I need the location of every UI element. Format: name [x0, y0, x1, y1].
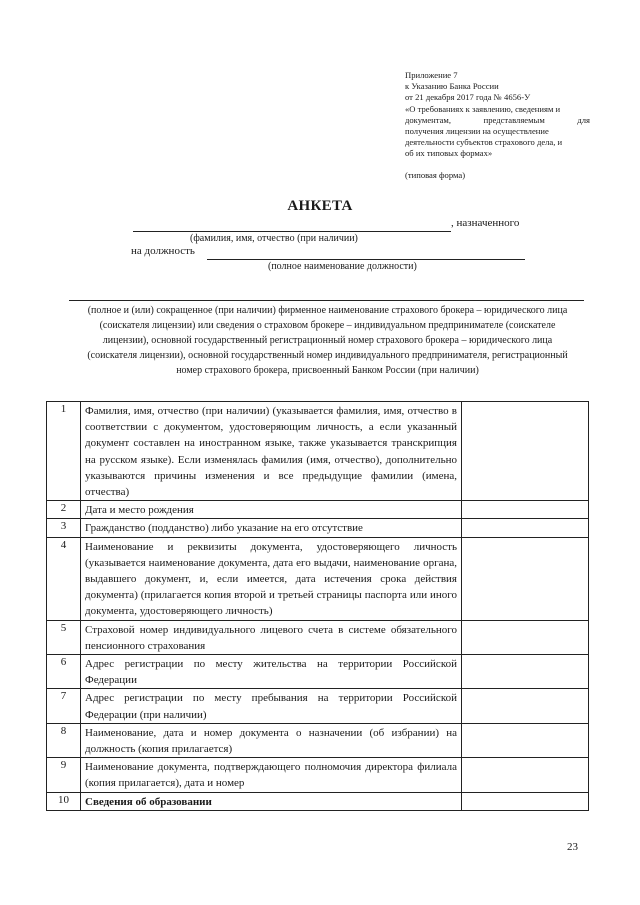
table-row	[47, 758, 589, 792]
appendix-line: Приложение 7	[405, 70, 458, 80]
row-number: 3	[47, 519, 81, 537]
table-row	[47, 723, 589, 757]
row-number: 1	[47, 402, 81, 501]
answer-cell[interactable]	[462, 620, 589, 654]
answer-cell[interactable]	[462, 689, 589, 723]
answer-cell[interactable]	[462, 537, 589, 620]
row-number: 8	[47, 723, 81, 757]
table-row	[47, 537, 589, 620]
appendix-header	[405, 70, 590, 160]
answer-cell[interactable]	[462, 723, 589, 757]
row-number: 4	[47, 537, 81, 620]
row-question: Дата и место рождения	[81, 501, 462, 519]
position-caption: (полное наименование должности)	[268, 261, 417, 272]
appendix-line: «О требованиях к заявлению, сведениям и	[405, 103, 561, 114]
answer-cell[interactable]	[462, 655, 589, 689]
broker-caption: (полное и (или) сокращенное (при наличии) фирменное наименование страхового брокера – юридического лица (соискателя лицензии) или сведения о страховом брокере – индивидуальном предпринимателе (соискателе лицензии), основной государственный регистрационный номер страхового брокера – юридического лица (соискателя лицензии), основной государственный номер индивидуального предпринимателя, регистрационный номер страхового брокера, присвоенный Банком России (при наличии)	[87, 305, 568, 376]
broker-fill-line[interactable]	[69, 300, 584, 301]
row-question: Адрес регистрации по месту пребывания на территории Российской Федерации (при наличии)	[81, 689, 462, 723]
appendix-line: к Указанию Банка России	[405, 81, 499, 92]
answer-cell[interactable]	[462, 501, 589, 519]
position-label: на должность	[131, 245, 195, 257]
row-question: Наименование, дата и номер документа о назначении (об избрании) на должность (копия прилагается)	[81, 723, 462, 757]
row-number: 5	[47, 620, 81, 654]
row-number: 10	[47, 792, 81, 810]
table-row	[47, 792, 589, 810]
row-question: Сведения об образовании	[81, 792, 462, 810]
fio-fill-line[interactable]	[133, 231, 451, 232]
row-question: Наименование и реквизиты документа, удостоверяющего личность (указывается наименование документа, дата его выдачи, наименование органа, выдавшего документ, и, если имеется, дата истечения срока действия документа) (прилагается копия второй и третьей страницы паспорта или иного документа, удостоверяющего личность)	[81, 537, 462, 620]
table-row	[47, 689, 589, 723]
answer-cell[interactable]	[462, 792, 589, 810]
fio-caption: (фамилия, имя, отчество (при наличии)	[190, 233, 358, 244]
row-question: Адрес регистрации по месту жительства на территории Российской Федерации	[81, 655, 462, 689]
appendix-line: об их типовых формах»	[405, 148, 493, 159]
row-question: Фамилия, имя, отчество (при наличии) (указывается фамилия, имя, отчество в соответствии с документом, удостоверяющим личность, а если указанный документ составлен на иностранном языке, также указывается транскрипция на русском языке). Если изменялась фамилия (имя, отчество), дополнительно указываются причины изменения и все предыдущие фамилии (имена, отчества)	[81, 402, 462, 501]
appendix-line: документам, представляемым для	[405, 114, 590, 125]
answer-cell[interactable]	[462, 758, 589, 792]
appendix-line: от 21 декабря 2017 года № 4656-У	[405, 92, 531, 103]
table-row	[47, 402, 589, 501]
row-question: Страховой номер индивидуального лицевого счета в системе обязательного пенсионного страхования	[81, 620, 462, 654]
position-fill-line[interactable]	[207, 259, 525, 260]
table-row	[47, 501, 589, 519]
table-row	[47, 655, 589, 689]
table-row	[47, 620, 589, 654]
answer-cell[interactable]	[462, 402, 589, 501]
appendix-line: получения лицензии на осуществление	[405, 126, 549, 137]
answer-cell[interactable]	[462, 519, 589, 537]
row-number: 9	[47, 758, 81, 792]
questionnaire-table	[46, 401, 589, 811]
document-title: АНКЕТА	[287, 198, 353, 214]
page-number: 23	[567, 841, 578, 853]
form-type-label: (типовая форма)	[405, 170, 466, 180]
table-row	[47, 519, 589, 537]
row-number: 7	[47, 689, 81, 723]
row-number: 2	[47, 501, 81, 519]
row-question: Наименование документа, подтверждающего полномочия директора филиала (копия прилагается), дата и номер	[81, 758, 462, 792]
row-question: Гражданство (подданство) либо указание на его отсутствие	[81, 519, 462, 537]
appointed-label: , назначенного	[451, 217, 520, 229]
row-number: 6	[47, 655, 81, 689]
appendix-line: деятельности субъектов страхового дела, и	[405, 137, 563, 148]
